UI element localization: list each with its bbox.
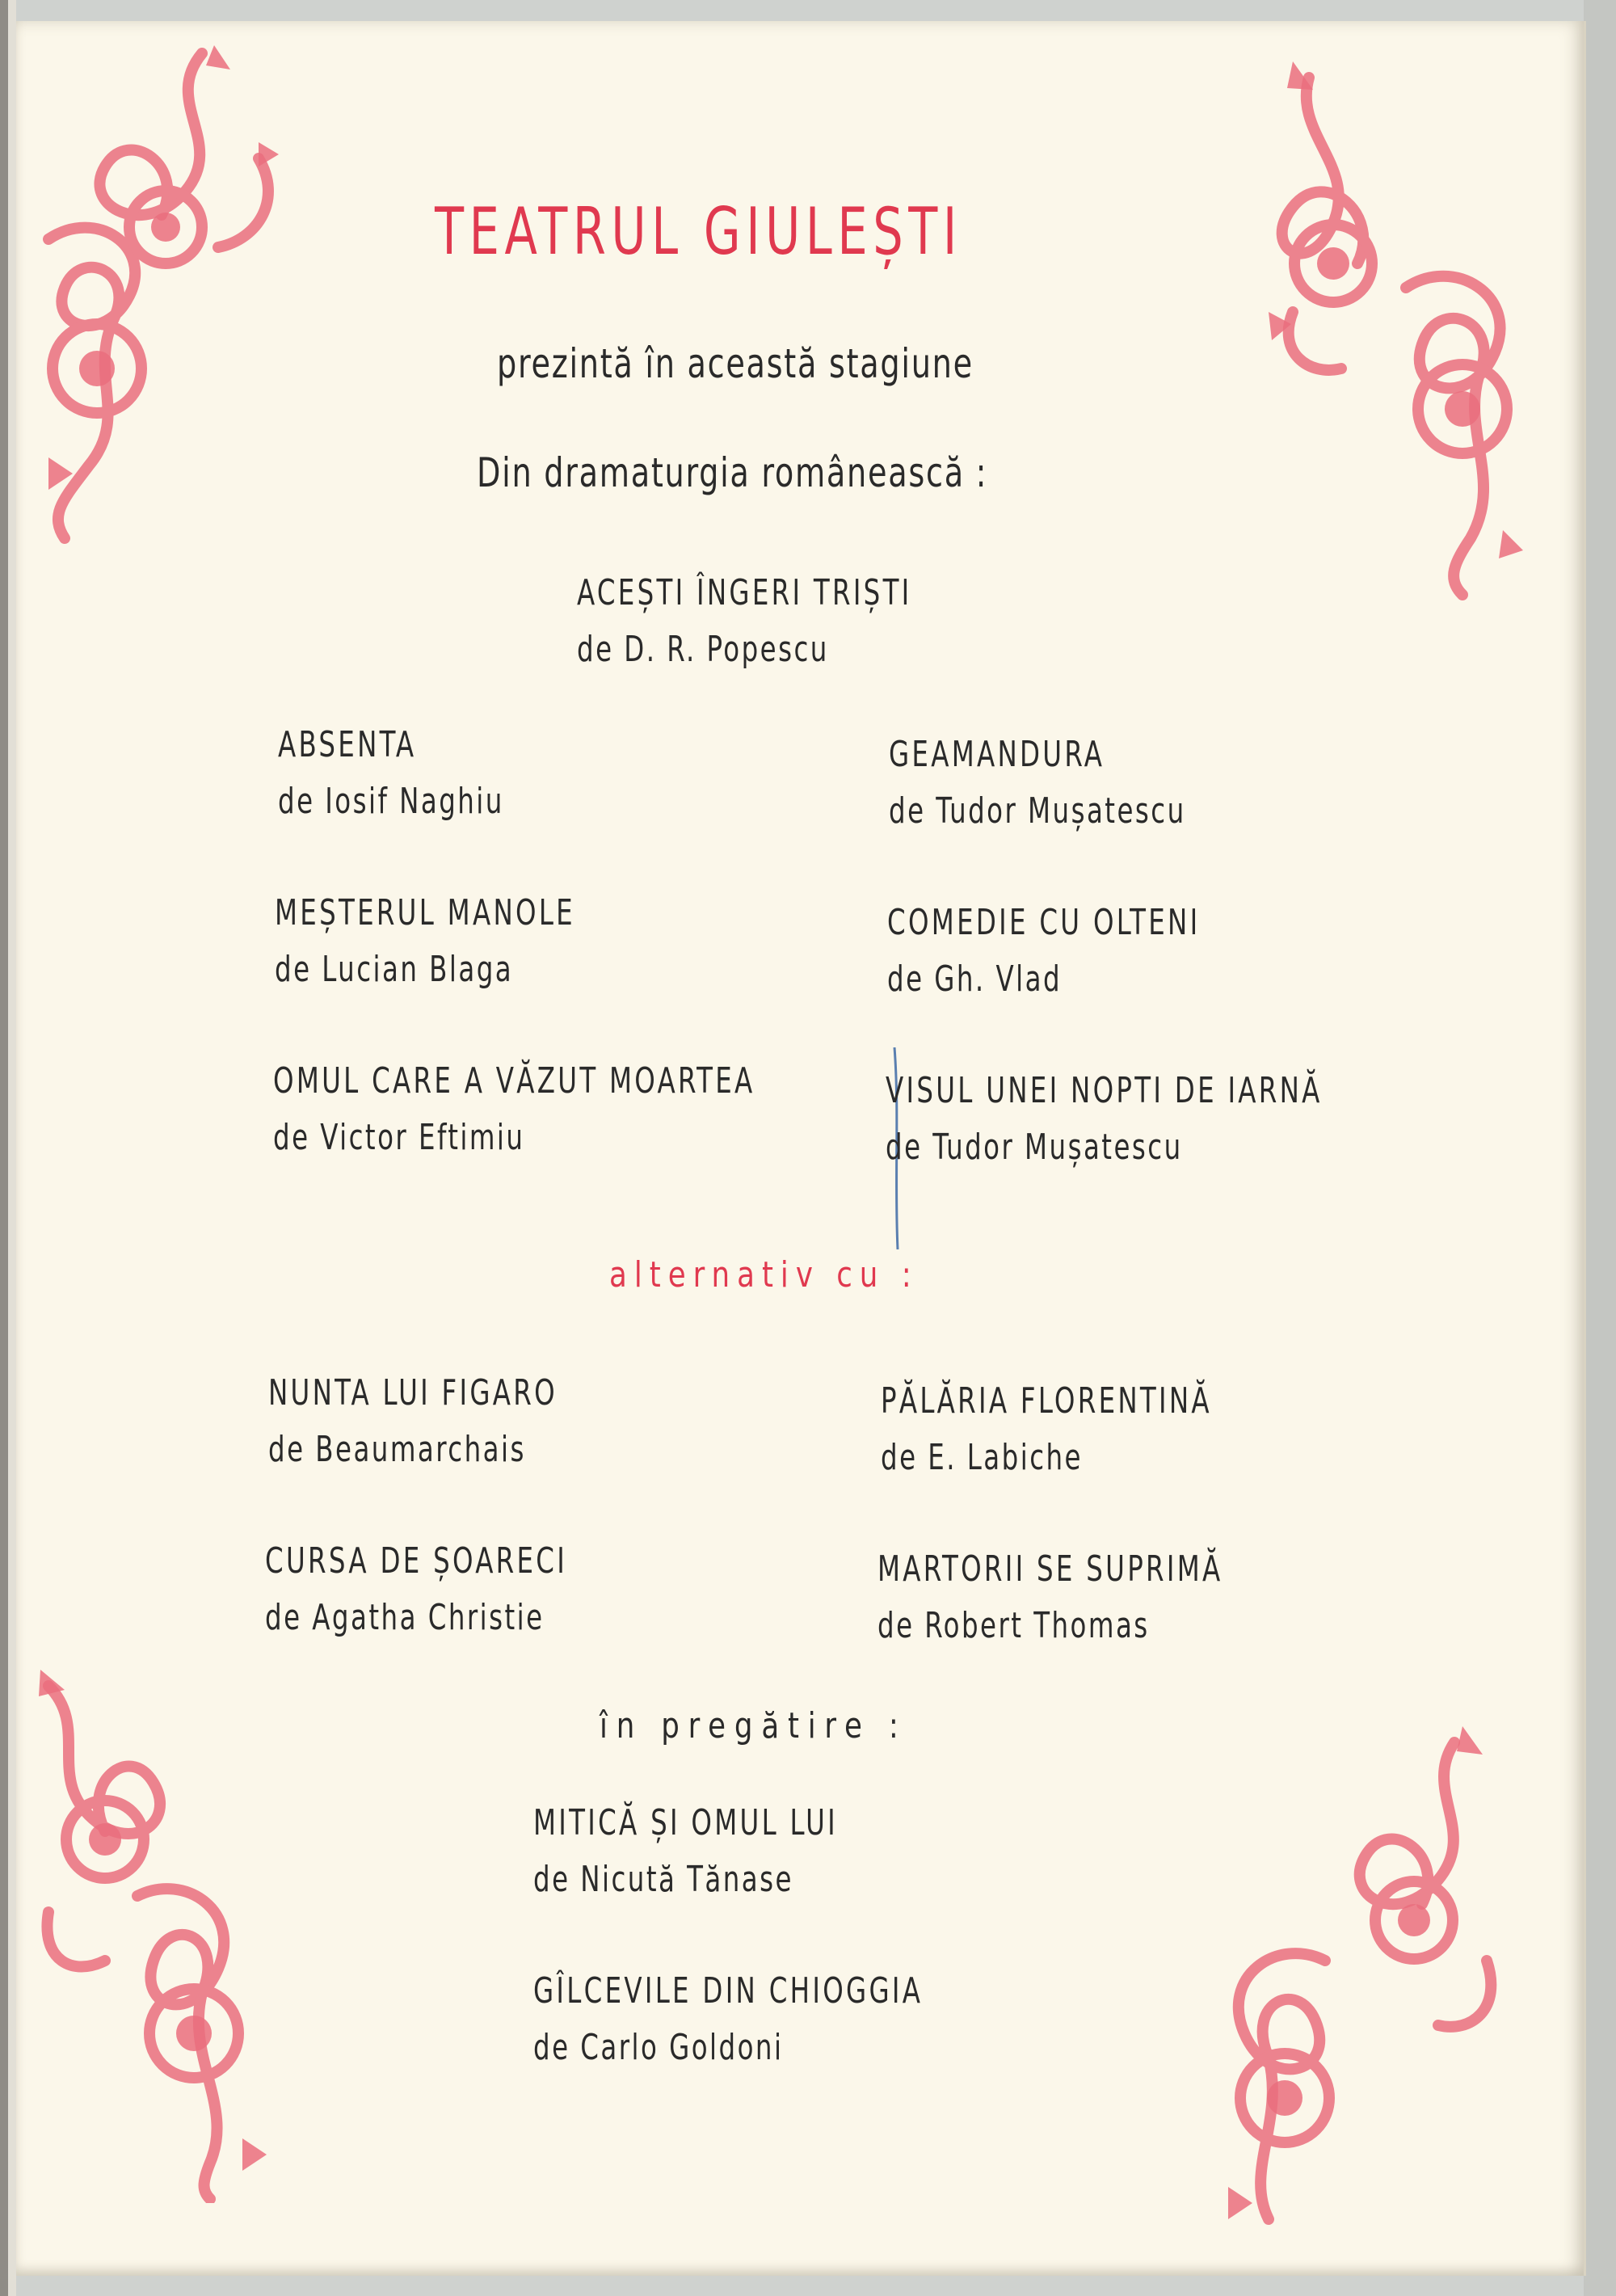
ornament-bottom-left-icon (16, 1654, 307, 2203)
play-author: de Iosif Naghiu (278, 781, 504, 822)
play-author: de Nicută Tănase (533, 1859, 793, 1900)
play-title: ABSENTA (278, 724, 417, 765)
play-title: PĂLĂRIA FLORENTINĂ (881, 1380, 1212, 1422)
play-author: de Beaumarchais (268, 1429, 526, 1470)
play-author: de Tudor Mușatescu (889, 790, 1186, 832)
play-title: ACEȘTI ÎNGERI TRIȘTI (577, 572, 912, 613)
play-title: COMEDIE CU OLTENI (887, 902, 1201, 943)
page-subtitle: prezintă în această stagiune (497, 340, 974, 387)
ornament-bottom-right-icon (1196, 1718, 1519, 2235)
binding-edge (0, 0, 8, 2296)
ornament-top-right-icon (1244, 45, 1551, 603)
ornament-top-left-icon (16, 29, 307, 546)
play-title: GEAMANDURA (889, 734, 1105, 775)
page-title: TEATRUL GIULEȘTI (435, 194, 962, 269)
play-title: MITICĂ ȘI OMUL LUI (533, 1802, 838, 1843)
play-title: NUNTA LUI FIGARO (268, 1372, 558, 1413)
play-author: de Gh. Vlad (887, 958, 1063, 1000)
play-title: GÎLCEVILE DIN CHIOGGIA (533, 1970, 924, 2012)
pregatire-heading: în pregătire : (600, 1705, 907, 1746)
play-title: MARTORII SE SUPRIMĂ (877, 1548, 1223, 1590)
section-heading: Din dramaturgia românească : (477, 449, 988, 496)
play-author: de Agatha Christie (265, 1597, 545, 1638)
background-strip (1584, 0, 1616, 2296)
play-author: de Lucian Blaga (275, 949, 514, 990)
play-author: de Tudor Mușatescu (886, 1127, 1183, 1168)
binding-shadow (8, 0, 16, 2296)
play-title: CURSA DE ȘOARECI (265, 1540, 568, 1582)
play-title: VISUL UNEI NOPTI DE IARNĂ (886, 1070, 1323, 1111)
play-author: de E. Labiche (881, 1437, 1083, 1478)
play-author: de Carlo Goldoni (533, 2027, 784, 2068)
play-author: de Victor Eftimiu (273, 1117, 525, 1158)
play-title: MEȘTERUL MANOLE (275, 892, 575, 933)
alternativ-heading: alternativ cu : (609, 1254, 919, 1295)
program-page (16, 21, 1586, 2276)
play-title: OMUL CARE A VĂZUT MOARTEA (273, 1060, 755, 1102)
play-author: de D. R. Popescu (577, 629, 829, 670)
play-author: de Robert Thomas (877, 1605, 1150, 1646)
